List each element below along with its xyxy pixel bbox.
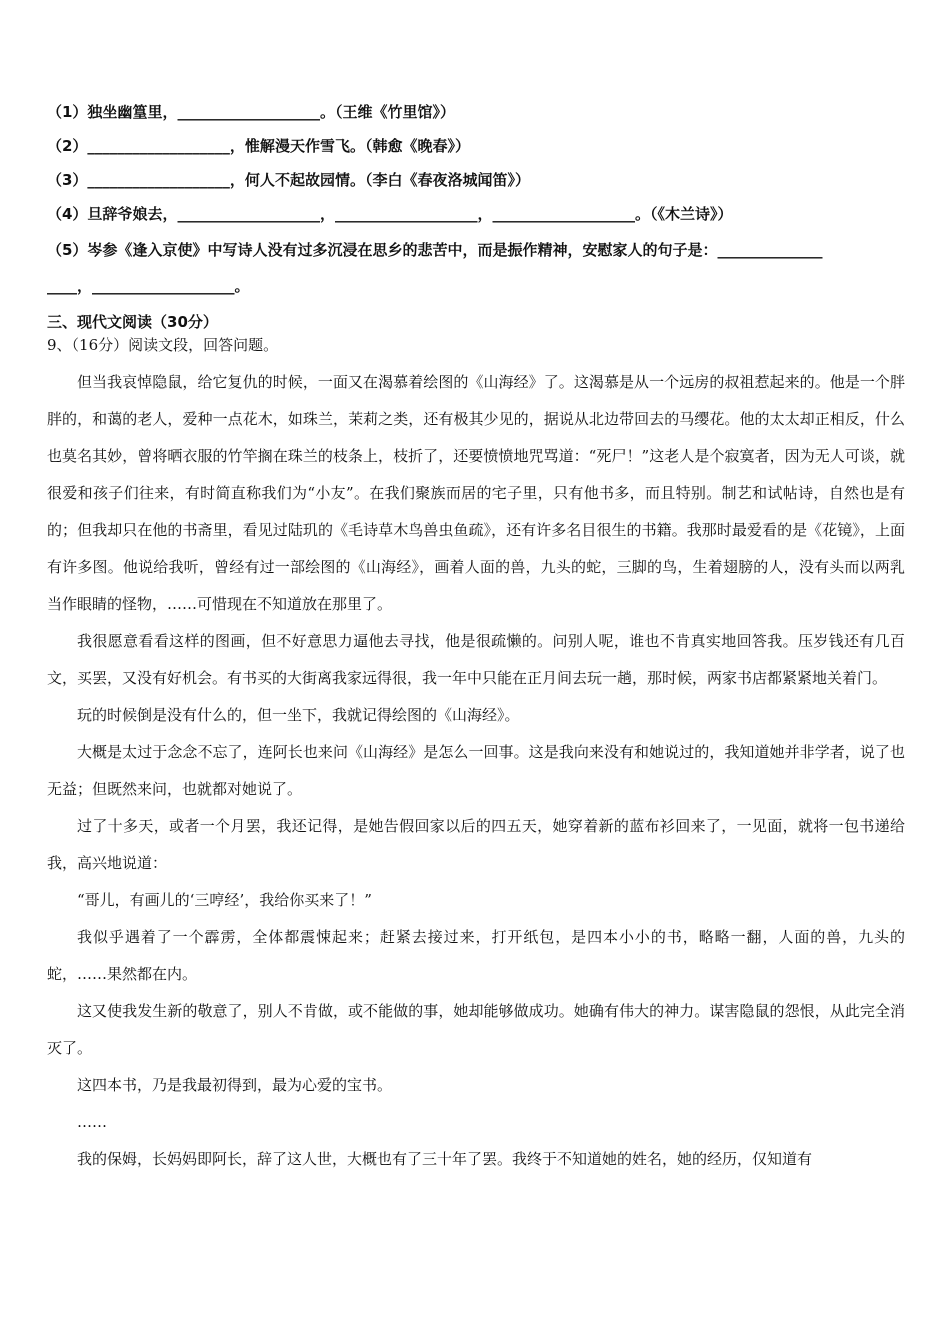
question-header: 9、（16分）阅读文段，回答问题。 [47,336,279,354]
fill-in-item-5: （5）岑参《逢入京使》中写诗人没有过多沉浸在思乡的悲苦中，而是振作精神，安慰家人的句子是：______________ [47,241,823,259]
fill-in-item-3: （3）___________________，何人不起故园情。（李白《春夜洛城闻笛》） [47,171,530,189]
passage-paragraph: 这四本书，乃是我最初得到，最为心爱的宝书。 [77,1076,393,1094]
passage-paragraph: 这又使我发生新的敬意了，别人不肯做，或不能做的事，她却能够做成功。她确有伟大的神力。谋害隐鼠的怨恨，从此完全消灭了。 [47,1002,905,1057]
passage-paragraph: 过了十多天，或者一个月罢，我还记得，是她告假回家以后的四五天，她穿着新的蓝布衫回来了，一见面，就将一包书递给我，高兴地说道： [47,817,905,872]
reading-passage [47,364,905,1178]
passage-paragraph: 我的保姆，长妈妈即阿长，辞了这人世，大概也有了三十年了罢。我终于不知道她的姓名，她的经历，仅知道有 [77,1150,813,1168]
passage-paragraph: “哥儿，有画儿的‘三哼经’，我给你买来了！” [77,891,372,909]
passage-paragraph: 但当我哀悼隐鼠，给它复仇的时候，一面又在渴慕着绘图的《山海经》了。这渴慕是从一个远房的叔祖惹起来的。他是一个胖胖的，和蔼的老人，爱种一点花木，如珠兰，茉莉之类，还有极其少见的，据说从北边带回去的马缨花。他的太太却正相反，什么也莫名其妙，曾将晒衣服的竹竿搁在珠兰的枝条上，枝折了，还要愤愤地咒骂道：“死尸！”这老人是个寂寞者，因为无人可谈，就很爱和孩子们往来，有时简直称我们为“小友”。在我们聚族而居的宅子里，只有他书多，而且特别。制艺和试帖诗，自然也是有的；但我却只在他的书斋里，看见过陆玑的《毛诗草木鸟兽虫鱼疏》，还有许多名目很生的书籍。我那时最爱看的是《花镜》，上面有许多图。他说给我听，曾经有过一部绘图的《山海经》，画着人面的兽，九头的蛇，三脚的鸟，生着翅膀的人，没有头而以两乳当作眼睛的怪物，……可惜现在不知道放在那里了。 [47,373,905,613]
passage-paragraph: 玩的时候倒是没有什么的，但一坐下，我就记得绘图的《山海经》。 [77,706,520,724]
fill-in-item-5-continued: ____，___________________。 [47,277,250,295]
fill-in-item-2: （2）___________________，惟解漫天作雪飞。（韩愈《晚春》） [47,137,470,155]
passage-ellipsis: …… [77,1113,107,1131]
passage-paragraph: 大概是太过于念念不忘了，连阿长也来问《山海经》是怎么一回事。这是我向来没有和她说过的，我知道她并非学者，说了也无益；但既然来问，也就都对她说了。 [47,743,905,798]
section-title: 三、现代文阅读（30分） [47,313,218,331]
passage-paragraph: 我很愿意看看这样的图画，但不好意思力逼他去寻找，他是很疏懒的。问别人呢，谁也不肯真实地回答我。压岁钱还有几百文，买罢，又没有好机会。有书买的大街离我家远得很，我一年中只能在正月间去玩一趟，那时候，两家书店都紧紧地关着门。 [47,632,905,687]
fill-in-item-4: （4）旦辞爷娘去，___________________，___________________，___________________。（《木兰诗》） [47,205,733,223]
fill-in-item-1: （1）独坐幽篁里，___________________。（王维《竹里馆》） [47,103,455,121]
passage-paragraph: 我似乎遇着了一个霹雳，全体都震悚起来；赶紧去接过来，打开纸包，是四本小小的书，略略一翻，人面的兽，九头的蛇，……果然都在内。 [47,928,905,983]
